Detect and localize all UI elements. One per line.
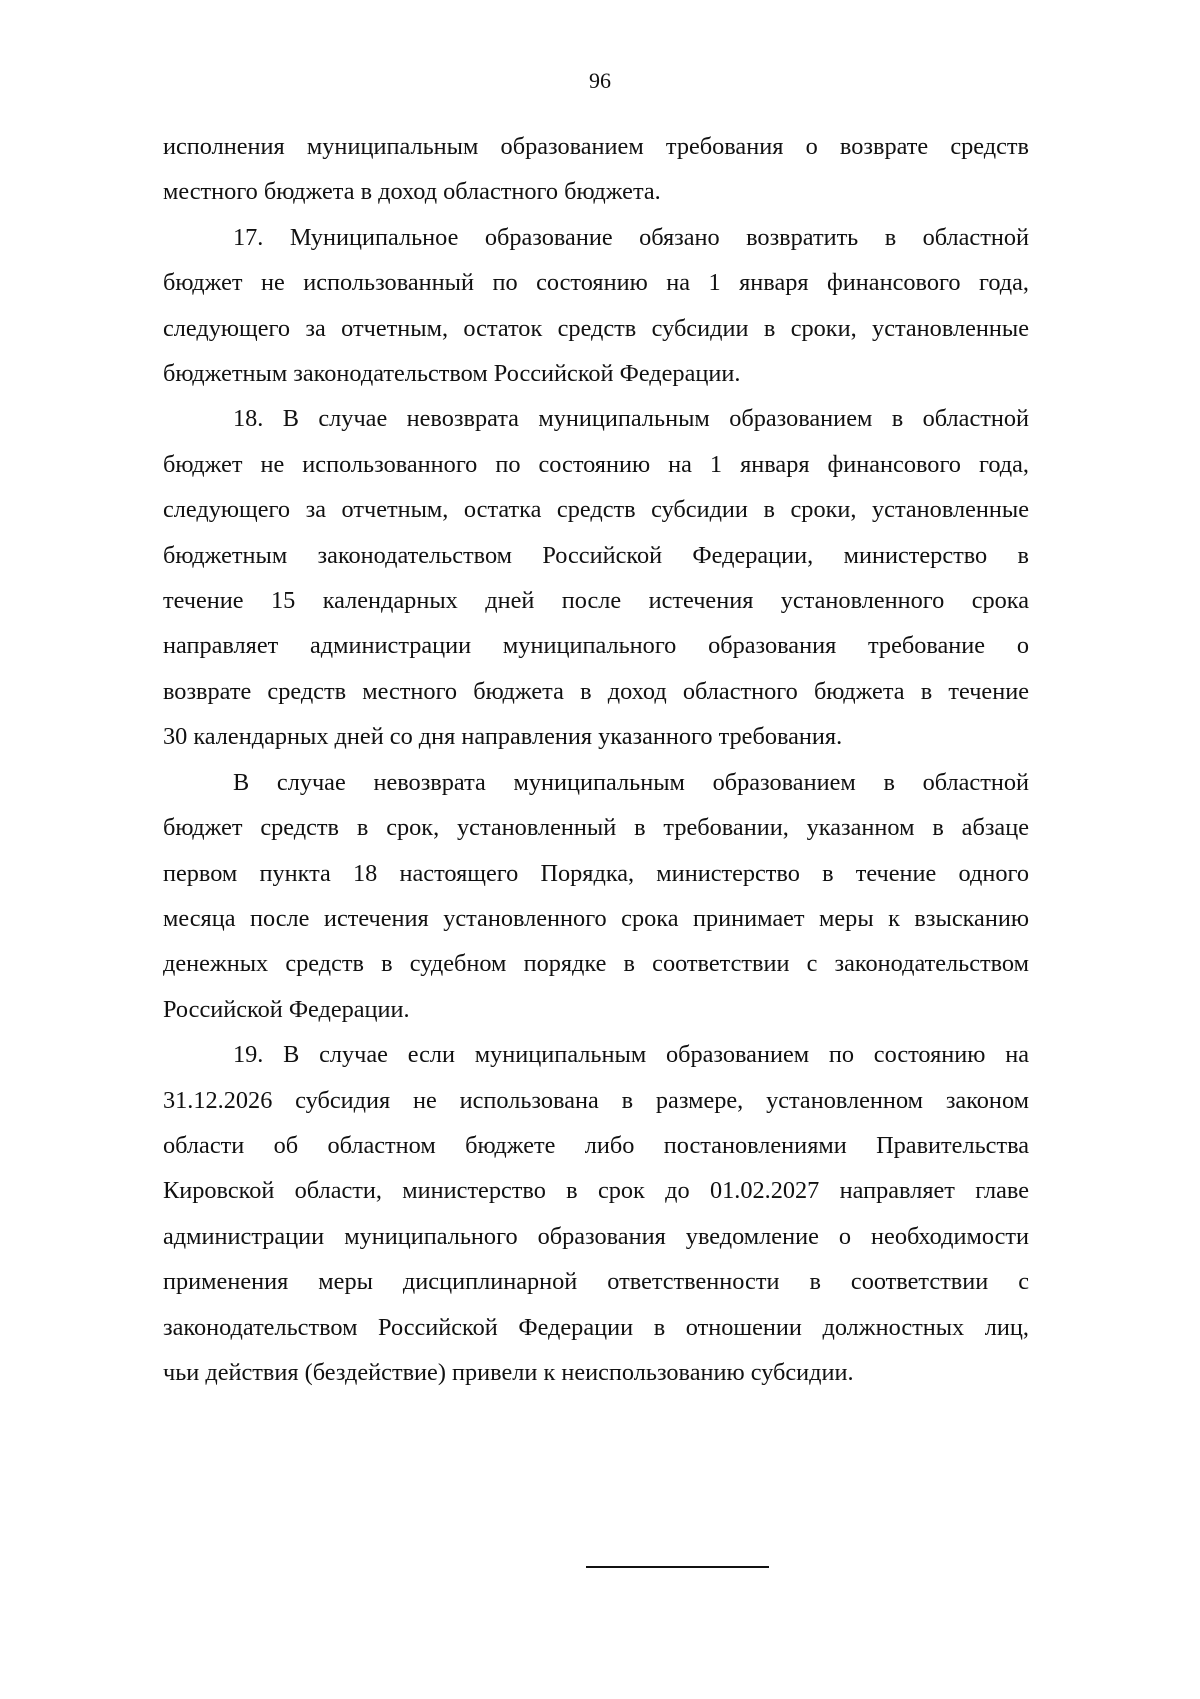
text-line: 17. Муниципальное образование обязано возвратить в областной: [233, 223, 1029, 251]
text-line: применения меры дисциплинарной ответственности в соответствии с: [163, 1268, 1029, 1296]
paragraph-item-17: [163, 215, 1029, 397]
paragraph-continuation: [163, 124, 1029, 215]
text-line: чьи действия (бездействие) привели к неиспользованию субсидии.: [163, 1358, 854, 1386]
text-line: 30 календарных дней со дня направления указанного требования.: [163, 723, 843, 751]
text-line: законодательством Российской Федерации в отношении должностных лиц,: [163, 1313, 1029, 1341]
text-line: течение 15 календарных дней после истечения установленного срока: [163, 587, 1029, 615]
text-line: возврате средств местного бюджета в доход областного бюджета в течение: [163, 677, 1029, 705]
text-line: бюджетным законодательством Российской Федерации.: [163, 360, 741, 388]
text-line: бюджет не использованного по состоянию на 1 января финансового года,: [163, 450, 1029, 478]
text-line: бюджет не использованный по состоянию на 1 января финансового года,: [163, 269, 1029, 297]
end-separator-line: [586, 1566, 769, 1568]
text-line: бюджет средств в срок, установленный в требовании, указанном в абзаце: [163, 814, 1029, 842]
text-line: администрации муниципального образования уведомление о необходимости: [163, 1222, 1029, 1250]
text-line: Кировской области, министерство в срок до 01.02.2027 направляет главе: [163, 1177, 1029, 1205]
text-line: месяца после истечения установленного срока принимает меры к взысканию: [163, 904, 1029, 932]
paragraph-item-19: [163, 1032, 1029, 1395]
paragraph-item-18-second: [163, 760, 1029, 1032]
text-line: бюджетным законодательством Российской Федерации, министерство в: [163, 541, 1029, 569]
text-line: денежных средств в судебном порядке в соответствии с законодательством: [163, 950, 1029, 978]
text-line: первом пункта 18 настоящего Порядка, министерство в течение одного: [163, 859, 1029, 887]
text-line: 31.12.2026 субсидия не использована в размере, установленном законом: [163, 1086, 1029, 1114]
page-number: 96: [589, 68, 611, 93]
text-line: направляет администрации муниципального образования требование о: [163, 632, 1029, 660]
text-line: следующего за отчетным, остаток средств субсидии в сроки, установленные: [163, 314, 1029, 342]
paragraph-item-18: [163, 396, 1029, 759]
text-line: следующего за отчетным, остатка средств субсидии в сроки, установленные: [163, 496, 1029, 524]
text-line: области об областном бюджете либо постановлениями Правительства: [163, 1131, 1029, 1159]
document-body: [163, 124, 1029, 1395]
text-line: Российской Федерации.: [163, 995, 410, 1023]
text-line: В случае невозврата муниципальным образованием в областной: [233, 768, 1029, 796]
text-line: 19. В случае если муниципальным образованием по состоянию на: [233, 1041, 1029, 1069]
text-line: местного бюджета в доход областного бюджета.: [163, 178, 661, 206]
text-line: 18. В случае невозврата муниципальным образованием в областной: [233, 405, 1029, 433]
text-line: исполнения муниципальным образованием требования о возврате средств: [163, 133, 1029, 160]
